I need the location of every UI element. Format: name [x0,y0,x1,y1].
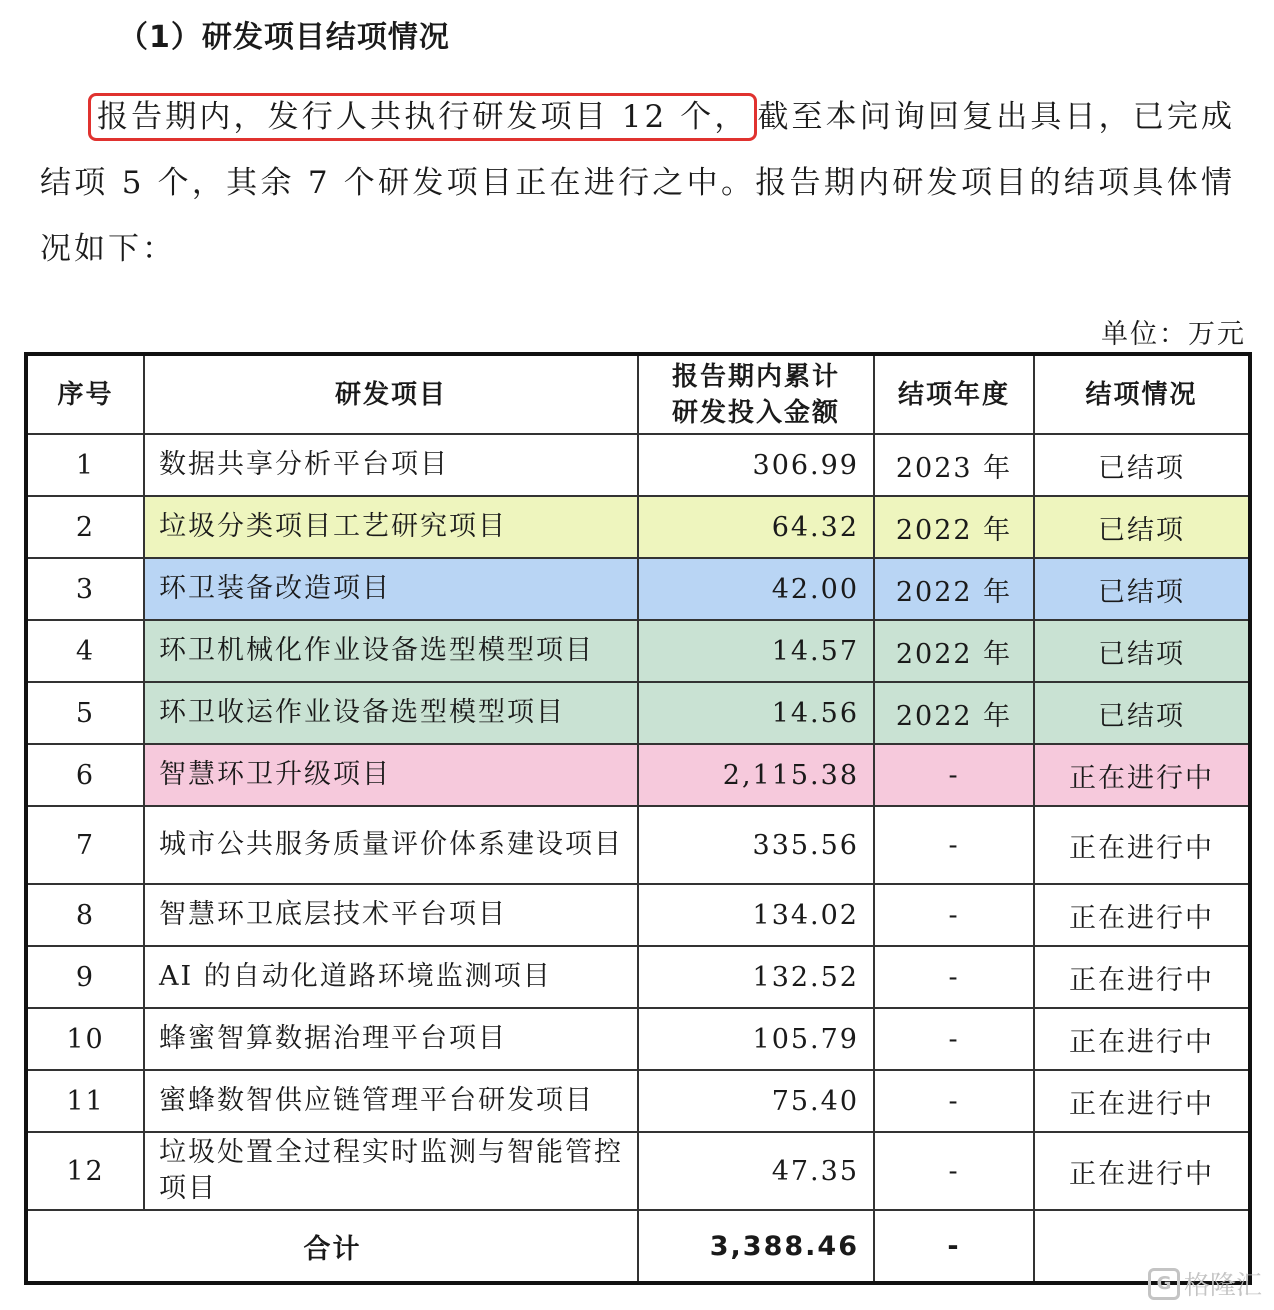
row-project: 垃圾处置全过程实时监测与智能管控项目 [144,1132,638,1210]
row-amount: 14.56 [638,682,874,744]
table-row [26,496,1250,558]
row-year: - [874,1008,1034,1070]
row-no: 9 [26,946,144,1008]
row-year: 2022 年 [874,558,1034,620]
row-status: 正在进行中 [1034,806,1250,884]
row-no: 12 [26,1132,144,1210]
highlight-box: 报告期内，发行人共执行研发项目 12 个， [88,93,757,141]
row-amount: 75.40 [638,1070,874,1132]
watermark-text: 格隆汇 [1183,1271,1262,1301]
row-project: 智慧环卫底层技术平台项目 [144,884,638,946]
row-no: 1 [26,434,144,496]
row-amount: 105.79 [638,1008,874,1070]
row-amount: 134.02 [638,884,874,946]
row-amount: 42.00 [638,558,874,620]
row-amount: 306.99 [638,434,874,496]
header-project: 研发项目 [144,354,638,434]
header-year: 结项年度 [874,354,1034,434]
row-year: - [874,1070,1034,1132]
row-status: 已结项 [1034,434,1250,496]
row-year: - [874,1132,1034,1210]
total-row [26,1210,1250,1283]
row-no: 5 [26,682,144,744]
header-amount-line1: 报告期内累计 [671,361,840,392]
row-status: 正在进行中 [1034,1008,1250,1070]
row-status: 正在进行中 [1034,744,1250,806]
unit-label: 单位：万元 [1101,319,1246,350]
row-status: 正在进行中 [1034,1132,1250,1210]
row-project: 垃圾分类项目工艺研究项目 [144,496,638,558]
total-year: - [874,1210,1034,1283]
table-row [26,744,1250,806]
row-no: 10 [26,1008,144,1070]
row-year: - [874,806,1034,884]
table-row [26,946,1250,1008]
table-row [26,1008,1250,1070]
header-amount [638,354,874,434]
row-project: 蜂蜜智算数据治理平台项目 [144,1008,638,1070]
row-year: 2023 年 [874,434,1034,496]
row-year: - [874,884,1034,946]
row-year: 2022 年 [874,496,1034,558]
intro-paragraph [40,84,1235,282]
row-status: 已结项 [1034,682,1250,744]
paragraph-rest: 截至本问询回复出具日，已完成结项 5 个，其余 7 个研发项目正在进行之中。报告期内研发项目的结项具体情况如下： [40,99,1235,267]
row-project: 环卫机械化作业设备选型模型项目 [144,620,638,682]
row-status: 已结项 [1034,496,1250,558]
row-year: 2022 年 [874,620,1034,682]
row-amount: 47.35 [638,1132,874,1210]
table-row [26,682,1250,744]
table-row [26,1132,1250,1210]
row-amount: 64.32 [638,496,874,558]
row-status: 正在进行中 [1034,946,1250,1008]
row-amount: 335.56 [638,806,874,884]
row-status: 正在进行中 [1034,1070,1250,1132]
row-no: 4 [26,620,144,682]
row-project: 环卫装备改造项目 [144,558,638,620]
row-project: 蜜蜂数智供应链管理平台研发项目 [144,1070,638,1132]
header-no: 序号 [26,354,144,434]
header-amount-line2: 研发投入金额 [671,397,840,428]
watermark [1148,1265,1262,1302]
section-heading: （1）研发项目结项情况 [118,20,450,55]
table-row [26,806,1250,884]
row-year: 2022 年 [874,682,1034,744]
row-no: 2 [26,496,144,558]
row-no: 6 [26,744,144,806]
total-label: 合计 [26,1210,638,1283]
row-project: 城市公共服务质量评价体系建设项目 [144,806,638,884]
row-project: 智慧环卫升级项目 [144,744,638,806]
rd-projects-table [24,352,1252,1285]
row-amount: 2,115.38 [638,744,874,806]
table-header-row [26,354,1250,434]
row-status: 已结项 [1034,620,1250,682]
total-amount: 3,388.46 [638,1210,874,1283]
row-no: 8 [26,884,144,946]
table-row [26,884,1250,946]
header-status: 结项情况 [1034,354,1250,434]
table-row [26,558,1250,620]
row-project: 数据共享分析平台项目 [144,434,638,496]
row-no: 11 [26,1070,144,1132]
row-amount: 14.57 [638,620,874,682]
row-project: 环卫收运作业设备选型模型项目 [144,682,638,744]
row-project: AI 的自动化道路环境监测项目 [144,946,638,1008]
row-amount: 132.52 [638,946,874,1008]
row-no: 7 [26,806,144,884]
glh-logo-icon: G [1148,1268,1180,1300]
row-year: - [874,744,1034,806]
table-row [26,620,1250,682]
row-no: 3 [26,558,144,620]
table-row [26,1070,1250,1132]
row-year: - [874,946,1034,1008]
row-status: 已结项 [1034,558,1250,620]
table-row [26,434,1250,496]
row-status: 正在进行中 [1034,884,1250,946]
